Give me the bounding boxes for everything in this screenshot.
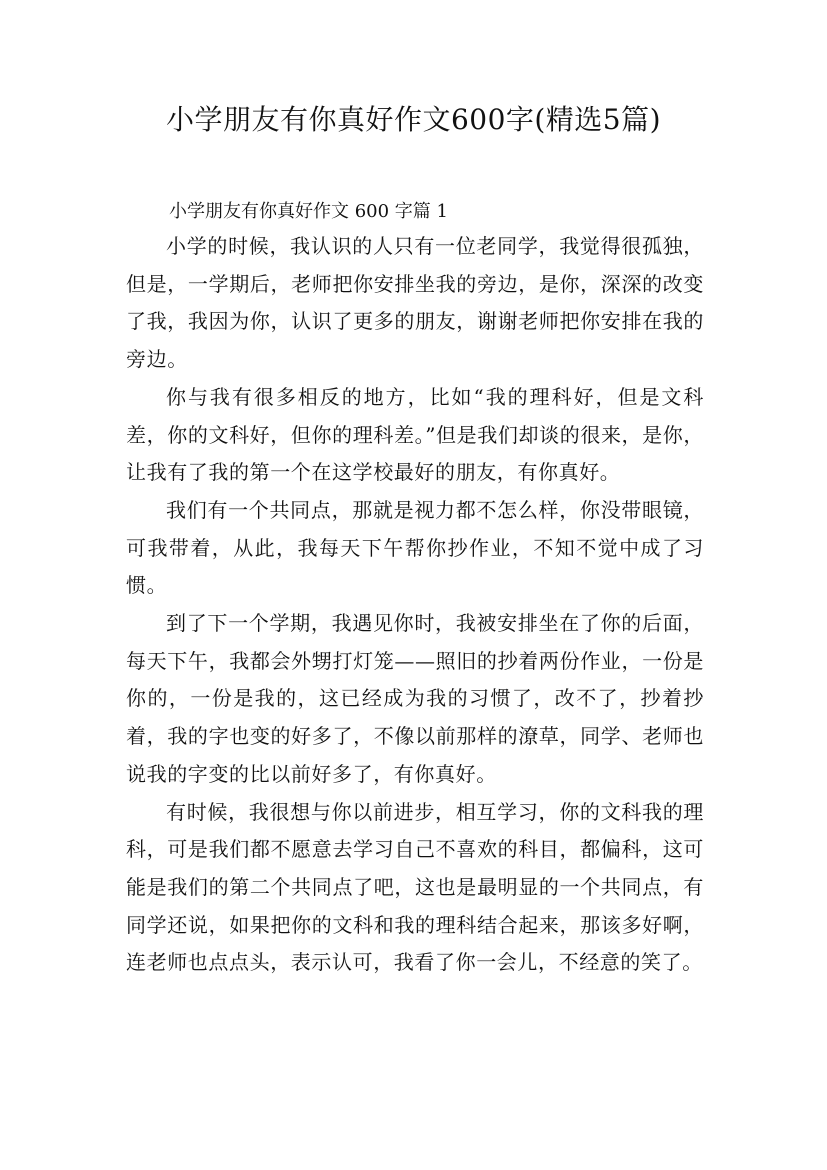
- paragraph: 有时候，我很想与你以前进步，相互学习，你的文科我的理科，可是我们都不愿意去学习自己不喜欢的科目，都偏科，这可能是我们的第二个共同点了吧，这也是最明显的一个共同点，有同学还说，如果把你的文科和我的理科结合起来，那该多好啊，连老师也点点头，表示认可，我看了你一会儿，不经意的笑了。: [126, 799, 704, 975]
- document-body: [126, 196, 704, 982]
- paragraph: 我们有一个共同点，那就是视力都不怎么样，你没带眼镜，可我带着，从此，我每天下午帮你抄作业，不知不觉中成了习惯。: [126, 497, 704, 598]
- section-heading: 小学朋友有你真好作文 600 字篇 1: [169, 201, 448, 222]
- paragraph: 小学的时候，我认识的人只有一位老同学，我觉得很孤独，但是，一学期后，老师把你安排坐我的旁边，是你，深深的改变了我，我因为你，认识了更多的朋友，谢谢老师把你安排在我的旁边。: [126, 234, 704, 372]
- paragraph: 你与我有很多相反的地方，比如“我的理科好，但是文科差，你的文科好，但你的理科差。”但是我们却谈的很来，是你，让我有了我的第一个在这学校最好的朋友，有你真好。: [126, 384, 704, 485]
- document-title: 小学朋友有你真好作文600字(精选5篇): [165, 103, 662, 136]
- paragraph: 到了下一个学期，我遇见你时，我被安排坐在了你的后面，每天下午，我都会外甥打灯笼——照旧的抄着两份作业，一份是你的，一份是我的，这已经成为我的习惯了，改不了，抄着抄着，我的字也变的好多了，不像以前那样的潦草，同学、老师也说我的字变的比以前好多了，有你真好。: [126, 611, 704, 786]
